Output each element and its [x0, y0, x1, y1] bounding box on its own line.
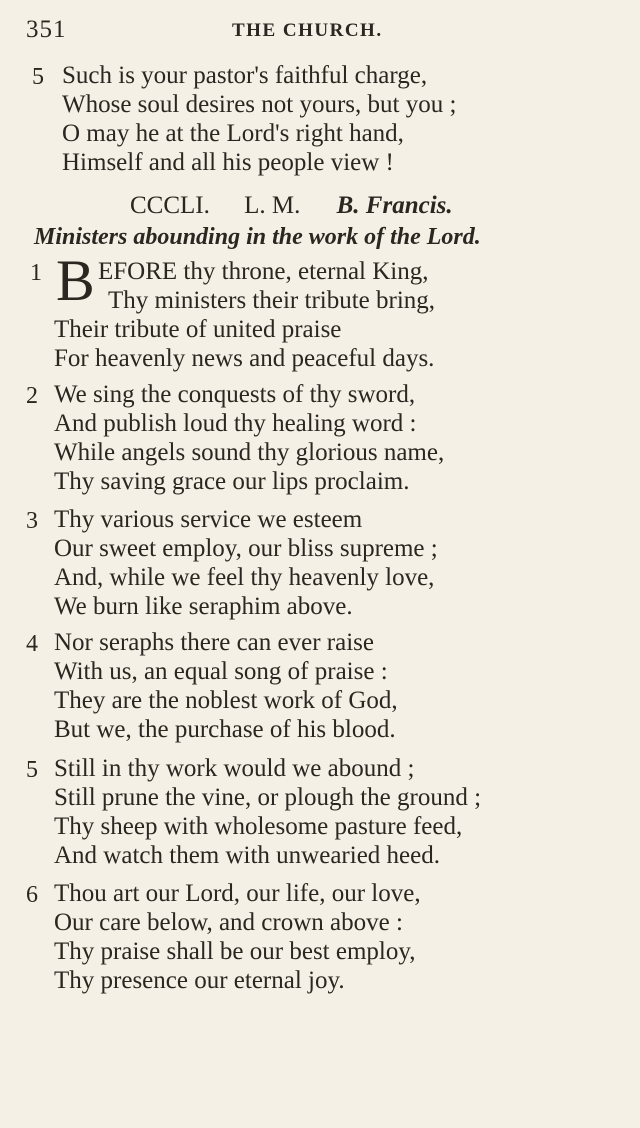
verse-line: They are the noblest work of God,: [54, 687, 398, 714]
hymn-author: B. Francis.: [336, 192, 453, 219]
verse-line: We burn like seraphim above.: [54, 593, 353, 620]
verse-line: For heavenly news and peaceful days.: [54, 345, 435, 372]
page-header: [26, 16, 614, 50]
verse-line: We sing the conquests of thy sword,: [54, 381, 416, 408]
verse-line: Nor seraphs there can ever raise: [54, 629, 374, 656]
stanza-number: 2: [26, 383, 38, 409]
verse-line: Thy sheep with wholesome pasture feed,: [54, 813, 463, 840]
verse-line: Thy praise shall be our best employ,: [54, 938, 416, 965]
verse-line: Our care below, and crown above :: [54, 909, 403, 936]
hymn-meter: L. M.: [244, 192, 301, 219]
hymn-number: CCCLI.: [130, 192, 210, 219]
verse-line: Still in thy work would we abound ;: [54, 755, 415, 782]
page-number: 351: [26, 16, 67, 43]
verse-line: And publish loud thy healing word :: [54, 410, 417, 437]
stanza-number: 1: [30, 260, 42, 286]
verse-line: Such is your pastor's faithful charge,: [62, 62, 428, 89]
verse-line: EFORE thy throne, eternal King,: [98, 258, 429, 285]
stanza-number: 4: [26, 631, 38, 657]
verse-line: Thy saving grace our lips proclaim.: [54, 468, 410, 495]
verse-line: Thy various service we esteem: [54, 506, 363, 533]
verse-line: While angels sound thy glorious name,: [54, 439, 445, 466]
verse-line: Their tribute of united praise: [54, 316, 342, 343]
verse-line: Our sweet employ, our bliss supreme ;: [54, 535, 438, 562]
hymn-subtitle: Ministers abounding in the work of the Lord.: [34, 224, 481, 250]
stanza-number: 3: [26, 508, 38, 534]
stanza-number: 5: [32, 64, 44, 90]
verse-line: Thou art our Lord, our life, our love,: [54, 880, 421, 907]
verse-line: But we, the purchase of his blood.: [54, 716, 396, 743]
verse-line: Thy presence our eternal joy.: [54, 967, 345, 994]
stanza-number: 6: [26, 882, 38, 908]
verse-line: O may he at the Lord's right hand,: [62, 120, 404, 147]
verse-line: And watch them with unwearied heed.: [54, 842, 440, 869]
verse-line: Thy ministers their tribute bring,: [108, 287, 436, 314]
hymn-heading: [130, 192, 453, 220]
verse-line: Still prune the vine, or plough the ground ;: [54, 784, 482, 811]
stanza-number: 5: [26, 757, 38, 783]
verse-line: With us, an equal song of praise :: [54, 658, 388, 685]
running-title: THE CHURCH.: [232, 20, 383, 41]
verse-line: Himself and all his people view !: [62, 149, 394, 176]
drop-cap: B: [56, 248, 95, 313]
verse-line: Whose soul desires not yours, but you ;: [62, 91, 457, 118]
verse-line: And, while we feel thy heavenly love,: [54, 564, 435, 591]
